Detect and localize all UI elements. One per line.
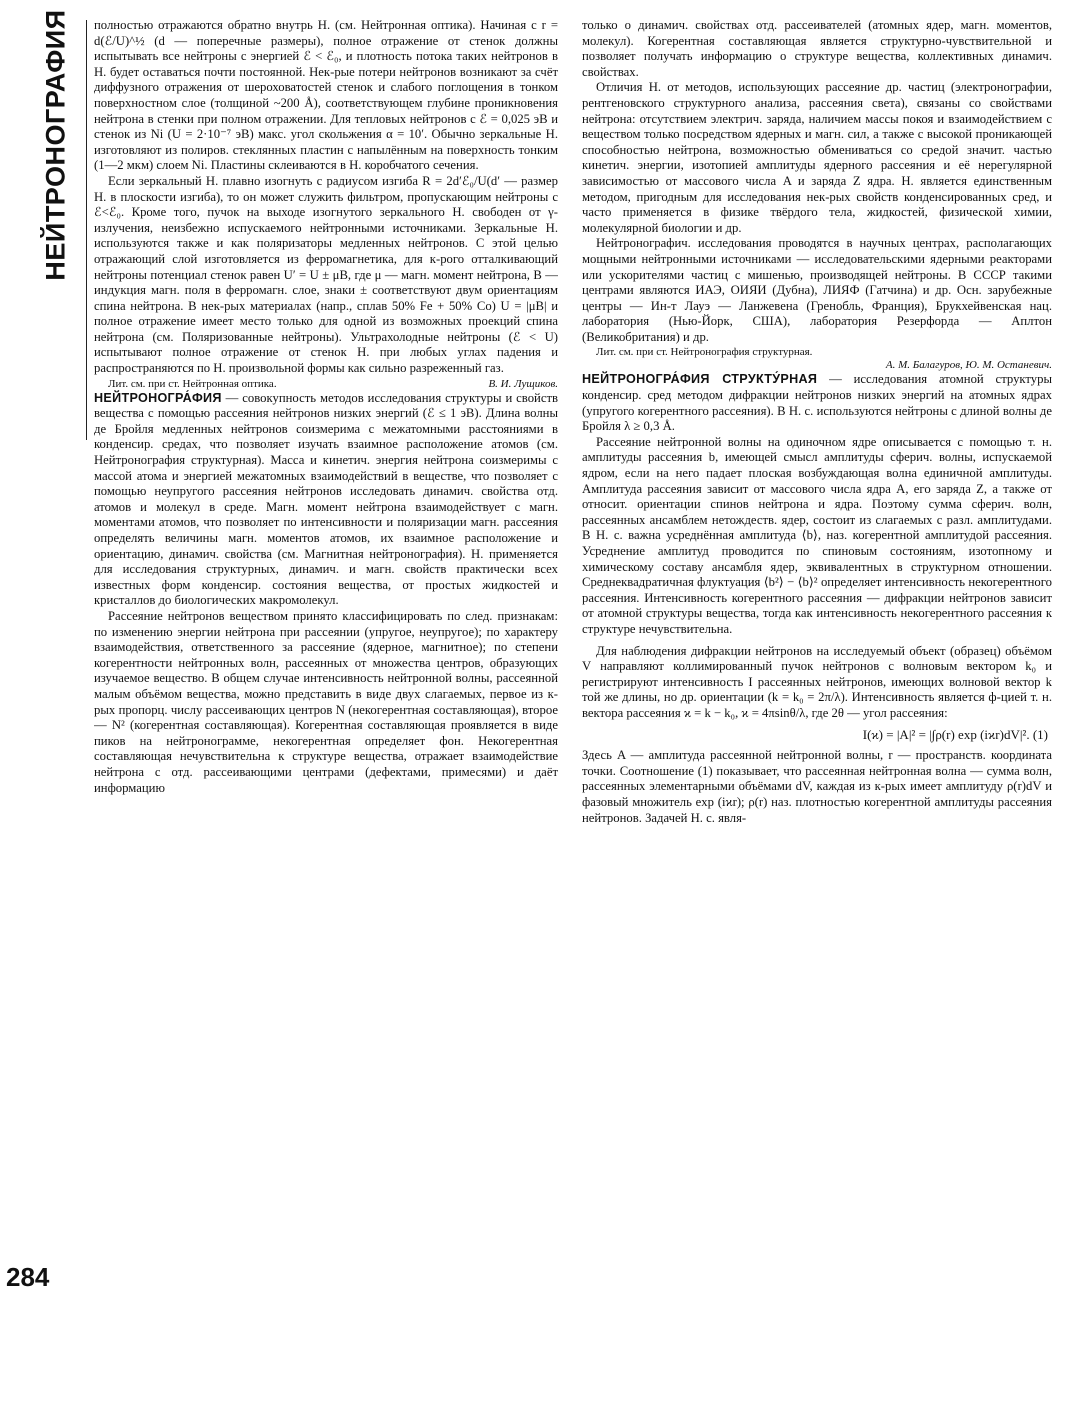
left-column <box>94 18 558 1408</box>
margin-rule <box>86 20 87 440</box>
paragraph: Для наблюдения дифракции нейтронов на исследуемый объект (образец) объёмом V направляют коллимированный пучок нейтронов с волновым вектором k₀ и регистрируют интенсивность I рассеянных нейтронов, имеющих волновой вектор k той же длины, но др. ориентации (k = k₀ = 2π/λ). Интенсивность является ф-цией т. н. вектора рассеяния ϰ = k − k₀, ϰ = 4πsinθ/λ, где 2θ — угол рассеяния: <box>582 643 1052 720</box>
paragraph: только о динамич. свойствах отд. рассеивателей (атомных ядер, магн. моментов, молекул). Когерентная составляющая является структурно-чувствительной и позволяет получать информацию о структуре вещества, коллективных динамич. свойствах. <box>582 18 1052 79</box>
entry-text: — исследования атомной структуры конденсир. сред методом дифракции нейтронов низких энергий на атомных ядрах (упругого когерентного рассеяния). В Н. с. используются нейтроны с длиной волны де Бройля λ ≥ 0,3 Å. <box>582 372 1052 434</box>
paragraph: Рассеяние нейтронной волны на одиночном ядре описывается с помощью т. н. амплитуды рассеяния b, имеющей смысл амплитуды сферич. волны, испускаемой ядром, если на него падает плоская возбуждающая волна единичной амплитуды. Амплитуда рассеяния зависит от массового числа ядра A, его заряда Z, а также от относит. ориентации спинов нейтрона и ядра. Поэтому сумма сферич. волн, рассеянных ансамблем нетождеств. ядер, состоит из слагаемых с разл. амплитудами. В Н. с. важна усреднённая амплитуда ⟨b⟩, наз. когерентной амплитудой рассеяния. Усреднение амплитуд проводится по спиновым состояниям, изотопному и химическому составу ансамбля ядер, эквивалентных в структурном отношении. Среднеквадратичная флуктуация ⟨b²⟩ − ⟨b⟩² определяет интенсивность некогерентного рассеяния. Интенсивность когерентного рассеяния — дифракции нейтронов зависит от атомной структуры вещества, тогда как интенсивность некогерентного рассеяния к структуре нечувствительна. <box>582 434 1052 636</box>
entry-headword: НЕЙТРОНОГРА́ФИЯ СТРУКТУ́РНАЯ <box>582 372 818 387</box>
running-head-text: НЕЙТРОНОГРАФИЯ <box>40 9 71 281</box>
entry-headword: НЕЙТРОНОГРА́ФИЯ <box>94 390 222 405</box>
literature-note <box>94 378 558 391</box>
formula: I(ϰ) = |A|² = |∫ρ(r) exp (iϰr)dV|². (1) <box>862 726 1048 742</box>
paragraph: Здесь A — амплитуда рассеянной нейтронной волны, r — пространств. координата точки. Соотношение (1) показывает, что рассеянная нейтронная волна — сумма волн, рассеянных элементарными объёмами dV, каждая из к-рых имеет амплитуду ρ(r)dV и фазовый множитель exp (iϰr); ρ(r) наз. плотностью когерентной амплитуды рассеяния нейтронов. Задачей Н. с. явля- <box>582 748 1052 825</box>
paragraph: полностью отражаются обратно внутрь Н. (см. Нейтронная оптика). Начиная с r = d(ℰ/U)^½ (d — поперечные размеры), полное отражение от стенок должны испытывать все нейтроны с энергией ℰ < ℰ₀, и плотность потока таких нейтронов в Н. будет оставаться почти постоянной. Нек-рые потери нейтронов возникают за счёт диффузного отражения от шероховатостей стенок и слабого поглощения в тонком поверхностном слое (толщиной ~200 Å), соответствующем глубине проникновения нейтрона в стенки при полном отражении. Для тепловых нейтронов с ℰ = 0,025 эВ и стенок из Ni (U = 2·10⁻⁷ эВ) макс. угол скольжения α = 10′. Обычно зеркальные Н. изготовляют из полиров. стеклянных пластин с напылённым на поверхность тонким (1—2 мкм) слоем Ni. Пластины склеиваются в Н. коробчатого сечения. <box>94 18 558 173</box>
paragraph: Нейтронографич. исследования проводятся в научных центрах, располагающих мощными нейтронными источниками — исследовательскими ядерными реакторами или ускорителями частиц с мишенью, производящей нейтроны. В СССР такими центрами являются ИАЭ, ОИЯИ (Дубна), ЛИЯФ (Гатчина) и др. Осн. зарубежные центры — Ин-т Лауэ — Ланжевена (Гренобль, Франция), Брукхейвенская нац. лаборатория (Нью-Йорк, США), лаборатория Резерфорда — Аплтон (Великобритания) и др. <box>582 236 1052 344</box>
literature-authors: А. М. Балагуров, Ю. М. Останевич. <box>885 359 1052 372</box>
paragraph: Отличия Н. от методов, использующих рассеяние др. частиц (электронографии, рентгеновского структурного анализа, рассеяния света), связаны со свойствами нейтрона: отсутствием электрич. заряда, наличием массы покоя и взаимодействием с веществом только посредством ядерных и магн. сил, а также с высокой проникающей способностью нейтрона, возможностью обмениваться со средой значит. частью кинетич. энергии, изотопией амплитуды ядерного рассеяния и её нерегулярной зависимостью от массового числа A и заряда Z ядра. Н. является единственным методом, пригодным для исследования нек-рых свойств конденсированных сред, и часто применяется в физике твёрдого тела, жидкостей, физической химии, молекулярной биологии и др. <box>582 80 1052 235</box>
paragraph: Если зеркальный Н. плавно изогнуть с радиусом изгиба R = 2d′ℰ₀/U(d′ — размер Н. в плоскости изгиба), то он может служить фильтром, пропускающим нейтроны с ℰ<ℰ₀. Кроме того, пучок на выходе изогнутого зеркального Н. свободен от γ-излучения, неизбежно испускаемого нейтронными источниками. Зеркальные Н. используются также и как поляризаторы медленных нейтронов. С этой целью отражающий слой изготовляется из ферромагнетика, для к-рого отталкивающий нейтроны потенциал стенок равен U′ = U ± μB, где μ — магн. момент нейтрона, B — индукция магн. поля в ферромагн. слое, знаки ± соответствуют двум ориентациям спина нейтрона. В нек-рых материалах (напр., сплав 50% Fe + 50% Co) U = |μB| и полное отражение имеет место только для одной из возможных проекций спина нейтрона (см. Поляризованные нейтроны). Ультрахолодные нейтроны (ℰ < U) испытывают полное отражение от стенок Н. при любых углах падения и распространяются по Н. произвольной формы как сильно разреженный газ. <box>94 173 558 376</box>
entry-text: — совокупность методов исследования структуры и свойств вещества с помощью рассеяния нейтронов низких энергий (ℰ ≤ 1 эВ). Длина волны де Бройля медленных нейтронов соизмерима с межатомными расстояниями в конденсир. средах, что позволяет изучать взаимное расположение атомов (см. Нейтронография структурная). Масса и кинетич. энергия нейтрона соизмеримы с массой атома и энергией межатомных взаимодействий в веществе, что позволяет с помощью неупругого рассеяния нейтронов исследовать динамич. свойства отд. атомов и молекул в среде. Магн. момент нейтрона взаимодействует с магн. моментами атомов, что позволяет по интенсивности и поляризации магн. рассеяния определять величины магн. моментов атомов, их взаимное расположение и ориентацию, динамич. свойства (см. Магнитная нейтронография). Н. применяется для исследования структурных, динамич. и магн. свойств практически всех известных форм конденсир. состояния вещества, от простых жидкостей и кристаллов до биологических макромолекул. <box>94 390 558 608</box>
page-number: 284 <box>6 1262 50 1292</box>
paragraph: Рассеяние нейтронов веществом принято классифицировать по след. признакам: по изменению энергии нейтрона при рассеянии (упругое, неупругое); по характеру взаимодействия, ответственного за рассеяние (ядерное, магнитное); по степени когерентности нейтронных волн, рассеянных от множества центров, образующих изучаемое вещество. В общем случае интенсивность нейтронной волны, рассеянной малым объёмом вещества, можно представить в виде двух слагаемых, первое из к-рых пропорц. числу рассеивающих центров N (некогерентная составляющая), второе — N² (когерентная составляющая). Когерентная составляющая проявляется в виде пиков на нейтронограмме, некогерентная определяет фон. Некогерентная составляющая нечувствительна к структуре вещества, отражает взаимодействие нейтрона с отд. рассеивающими центрами (дефектами, примесями) и даёт информацию <box>94 608 558 795</box>
literature-author: В. И. Лущиков. <box>488 377 558 390</box>
running-head <box>26 9 86 281</box>
literature-note: Лит. см. при ст. Нейтронография структурная. <box>596 346 813 359</box>
right-column <box>582 18 1052 1408</box>
entry-paragraph <box>94 391 558 609</box>
entry-paragraph <box>582 372 1052 434</box>
literature-text: Лит. см. при ст. Нейтронная оптика. <box>108 377 277 390</box>
